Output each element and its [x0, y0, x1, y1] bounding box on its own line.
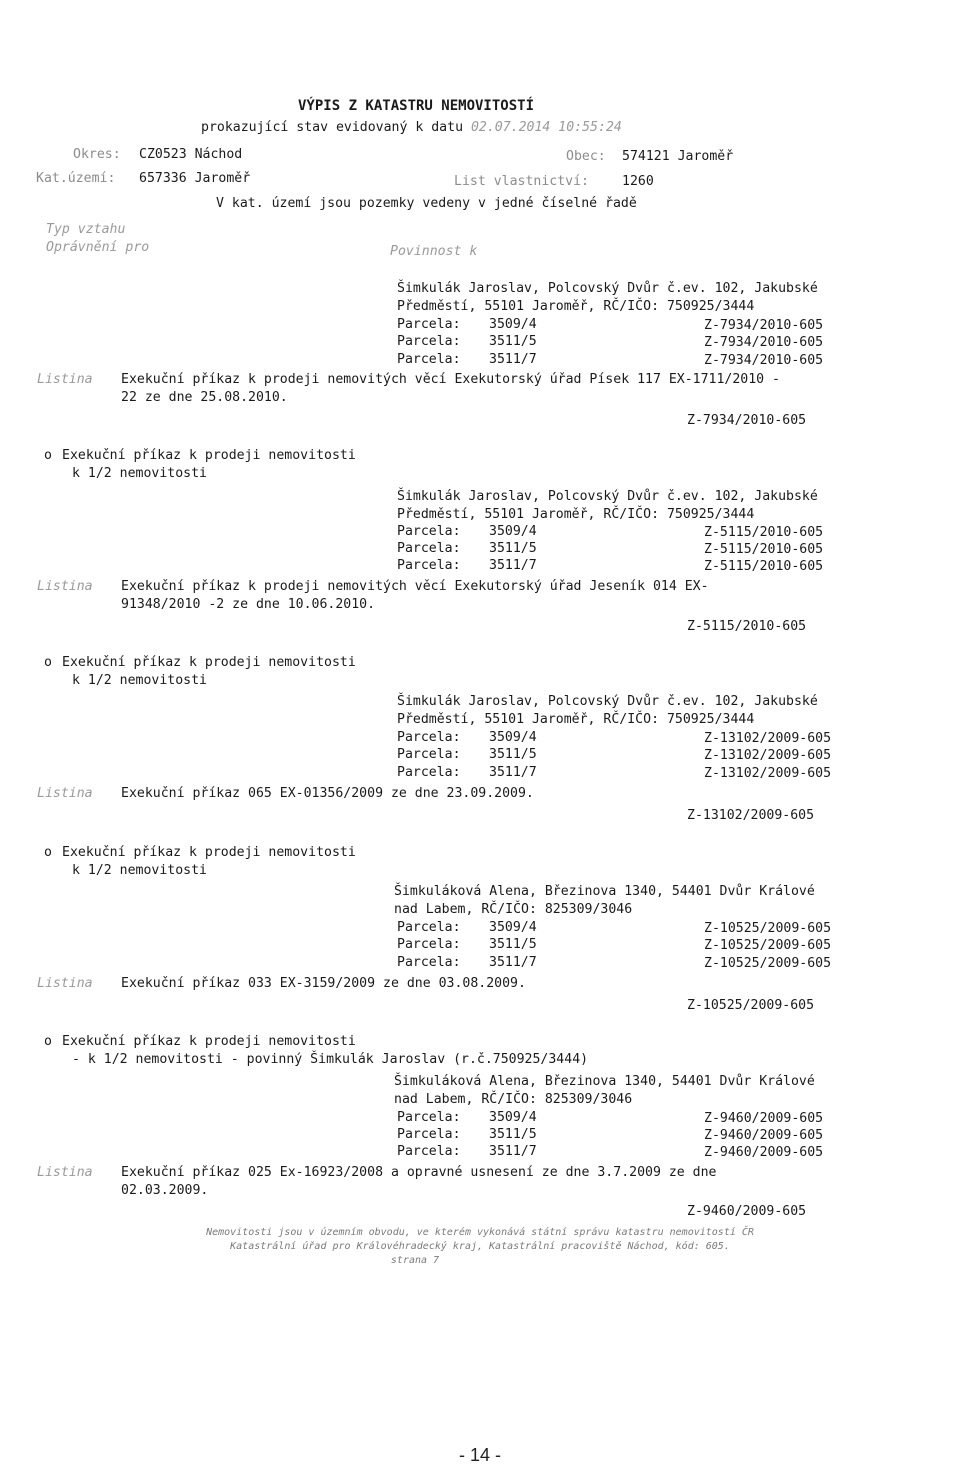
parcel-label: Parcela:	[397, 352, 461, 367]
parcel-label: Parcela:	[397, 747, 461, 762]
povinnost-k-heading: Povinnost k	[390, 244, 478, 259]
parcel-reference: Z-13102/2009-605	[704, 731, 832, 746]
parcel-number: 3511/5	[489, 1127, 537, 1142]
parcel-number: 3511/7	[489, 352, 537, 367]
owner-line: Šimkulák Jaroslav, Polcovský Dvůr č.ev. 102, Jakubské	[397, 281, 818, 296]
parcel-label: Parcela:	[397, 524, 461, 539]
listina-label: Listina	[37, 786, 93, 801]
parcel-label: Parcela:	[397, 920, 461, 935]
bullet: o	[44, 1034, 52, 1049]
owner-line: Předměstí, 55101 Jaroměř, RČ/IČO: 750925/3444	[397, 712, 755, 727]
entry-title: Exekuční příkaz k prodeji nemovitosti	[62, 655, 356, 670]
opravneni-pro-heading: Oprávnění pro	[46, 240, 150, 255]
owner-line: nad Labem, RČ/IČO: 825309/3046	[394, 1092, 633, 1107]
parcel-reference: Z-10525/2009-605	[704, 938, 832, 953]
listina-text: Exekuční příkaz 065 EX-01356/2009 ze dne 23.09.2009.	[121, 786, 534, 801]
parcel-number: 3511/5	[489, 937, 537, 952]
owner-line: Předměstí, 55101 Jaroměř, RČ/IČO: 750925/3444	[397, 507, 755, 522]
obec-value: 574121 Jaroměř	[622, 149, 734, 164]
parcel-number: 3511/7	[489, 558, 537, 573]
entry-title: Exekuční příkaz k prodeji nemovitosti	[62, 448, 356, 463]
parcel-reference: Z-9460/2009-605	[704, 1128, 824, 1143]
parcel-number: 3509/4	[489, 317, 537, 332]
listina-text: Exekuční příkaz 025 Ex-16923/2008 a opravné usnesení ze dne 3.7.2009 ze dne	[121, 1165, 717, 1180]
parcel-number: 3509/4	[489, 1110, 537, 1125]
parcel-reference: Z-13102/2009-605	[704, 748, 832, 763]
parcel-number: 3511/7	[489, 765, 537, 780]
cadastre-note: V kat. území jsou pozemky vedeny v jedné číselné řadě	[216, 196, 637, 211]
parcel-label: Parcela:	[397, 1127, 461, 1142]
ku-value: 657336 Jaroměř	[139, 171, 251, 186]
footer-page-label: strana 7	[390, 1255, 440, 1266]
parcel-label: Parcela:	[397, 955, 461, 970]
parcel-reference: Z-10525/2009-605	[704, 921, 832, 936]
subtitle-prefix: prokazující stav evidovaný k datu	[201, 120, 464, 135]
parcel-reference: Z-9460/2009-605	[704, 1111, 824, 1126]
parcel-label: Parcela:	[397, 317, 461, 332]
lv-value: 1260	[622, 174, 654, 189]
entry-reference: Z-9460/2009-605	[687, 1204, 807, 1219]
subtitle	[201, 119, 622, 136]
subtitle-date: 02.07.2014 10:55:24	[470, 120, 622, 135]
document-title: VÝPIS Z KATASTRU NEMOVITOSTÍ	[298, 98, 535, 114]
listina-text: Exekuční příkaz k prodeji nemovitých věcí Exekutorský úřad Písek 117 EX-1711/2010 -	[121, 372, 780, 387]
bullet: o	[44, 655, 52, 670]
listina-text: 22 ze dne 25.08.2010.	[121, 390, 288, 405]
listina-label: Listina	[37, 372, 93, 387]
parcel-number: 3509/4	[489, 920, 537, 935]
parcel-reference: Z-7934/2010-605	[704, 353, 824, 368]
parcel-number: 3511/7	[489, 1144, 537, 1159]
ku-label: Kat.území:	[36, 171, 116, 186]
parcel-label: Parcela:	[397, 730, 461, 745]
parcel-number: 3511/5	[489, 541, 537, 556]
owner-line: Šimkulák Jaroslav, Polcovský Dvůr č.ev. 102, Jakubské	[397, 489, 818, 504]
listina-label: Listina	[37, 579, 93, 594]
footer-line: Nemovitosti jsou v územním obvodu, ve kterém vykonává státní správu katastru nemovitostí ČR	[206, 1227, 754, 1238]
entry-reference: Z-7934/2010-605	[687, 413, 807, 428]
parcel-reference: Z-13102/2009-605	[704, 766, 832, 781]
bullet: o	[44, 845, 52, 860]
listina-text: Exekuční příkaz k prodeji nemovitých věcí Exekutorský úřad Jeseník 014 EX-	[121, 579, 709, 594]
parcel-number: 3509/4	[489, 730, 537, 745]
lv-label: List vlastnictví:	[454, 174, 589, 189]
okres-label: Okres:	[73, 147, 121, 162]
parcel-label: Parcela:	[397, 1110, 461, 1125]
page-number: - 14 -	[458, 1445, 501, 1465]
parcel-number: 3511/5	[489, 334, 537, 349]
bullet: o	[44, 448, 52, 463]
entry-subtitle: k 1/2 nemovitosti	[72, 863, 207, 878]
listina-text: 02.03.2009.	[121, 1183, 209, 1198]
typ-vztahu-heading: Typ vztahu	[46, 222, 126, 237]
parcel-label: Parcela:	[397, 541, 461, 556]
okres-value: CZ0523 Náchod	[139, 147, 243, 162]
parcel-reference: Z-5115/2010-605	[704, 542, 824, 557]
parcel-label: Parcela:	[397, 558, 461, 573]
owner-line: Šimkulák Jaroslav, Polcovský Dvůr č.ev. 102, Jakubské	[397, 694, 818, 709]
owner-line: Předměstí, 55101 Jaroměř, RČ/IČO: 750925/3444	[397, 299, 755, 314]
parcel-reference: Z-9460/2009-605	[704, 1145, 824, 1160]
parcel-label: Parcela:	[397, 765, 461, 780]
entry-subtitle: k 1/2 nemovitosti	[72, 466, 207, 481]
parcel-reference: Z-7934/2010-605	[704, 335, 824, 350]
listina-text: 91348/2010 -2 ze dne 10.06.2010.	[121, 597, 376, 612]
entry-reference: Z-5115/2010-605	[687, 619, 807, 634]
entry-reference: Z-13102/2009-605	[687, 808, 815, 823]
entry-subtitle: - k 1/2 nemovitosti - povinný Šimkulák Jaroslav (r.č.750925/3444)	[72, 1052, 589, 1067]
parcel-label: Parcela:	[397, 937, 461, 952]
parcel-reference: Z-5115/2010-605	[704, 525, 824, 540]
obec-label: Obec:	[566, 149, 606, 164]
parcel-number: 3509/4	[489, 524, 537, 539]
parcel-reference: Z-5115/2010-605	[704, 559, 824, 574]
owner-line: nad Labem, RČ/IČO: 825309/3046	[394, 902, 633, 917]
parcel-number: 3511/7	[489, 955, 537, 970]
parcel-reference: Z-10525/2009-605	[704, 956, 832, 971]
listina-text: Exekuční příkaz 033 EX-3159/2009 ze dne 03.08.2009.	[121, 976, 526, 991]
entry-reference: Z-10525/2009-605	[687, 998, 815, 1013]
entry-title: Exekuční příkaz k prodeji nemovitosti	[62, 1034, 356, 1049]
parcel-reference: Z-7934/2010-605	[704, 318, 824, 333]
parcel-number: 3511/5	[489, 747, 537, 762]
owner-line: Šimkuláková Alena, Březinova 1340, 54401 Dvůr Králové	[394, 884, 815, 899]
listina-label: Listina	[37, 976, 93, 991]
footer-line: Katastrální úřad pro Královéhradecký kraj, Katastrální pracoviště Náchod, kód: 605.	[230, 1241, 730, 1252]
parcel-label: Parcela:	[397, 334, 461, 349]
listina-label: Listina	[37, 1165, 93, 1180]
entry-title: Exekuční příkaz k prodeji nemovitosti	[62, 845, 356, 860]
parcel-label: Parcela:	[397, 1144, 461, 1159]
entry-subtitle: k 1/2 nemovitosti	[72, 673, 207, 688]
owner-line: Šimkuláková Alena, Březinova 1340, 54401 Dvůr Králové	[394, 1074, 815, 1089]
